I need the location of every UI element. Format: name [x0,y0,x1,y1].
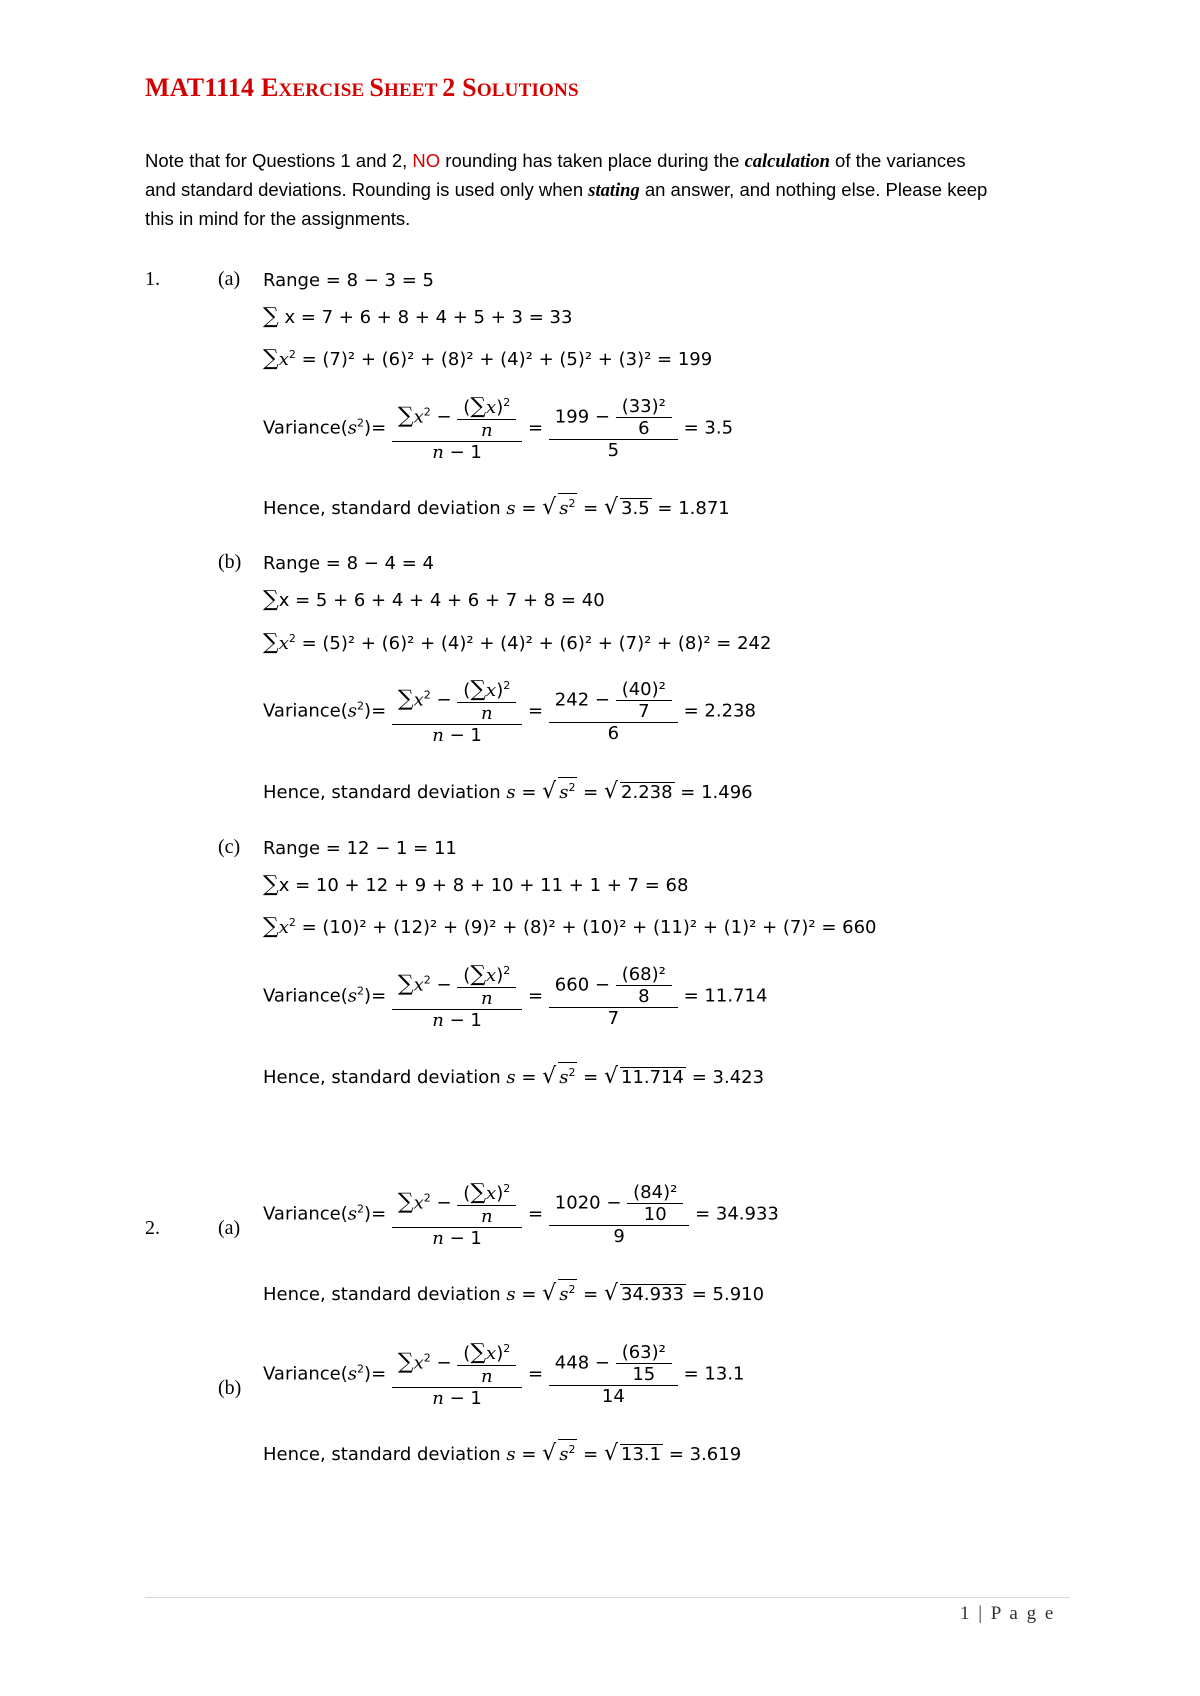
part-b-label: (b) [218,551,242,573]
q1b-sum-x2: $\sum x^2 = (5)^2 + (6)^2 + (4)^2 + (4)^2 + (6)^2 + (7)^2 + (8)^2 = 242$ [263,630,772,655]
q1a-sum-x: ∑ x = 7 + 6 + 8 + 4 + 5 + 3 = 33 [263,304,573,329]
q1a-std-dev: Hence, standard deviation s = √ $s^2$ = √ 3.5 = 1.871 [263,495,730,520]
q2-part-b-label: (b) [218,1377,242,1399]
q1c-sum-x2: $\sum x^2 = (10)^2 + (12)^2 + (9)^2 + (8)^2 + (10)^2 + (11)^2 + (1)^2 + (7)^2 = 660$ [263,914,877,939]
q1c-std-dev: Hence, standard deviation s = √ $s^2$ = √ 11.714 = 3.423 [263,1064,765,1089]
part-a-label: (a) [218,268,241,290]
q1c-variance: $Variance(s^2)=$ $\sum x^2$ − $\frac{(\sum x)^2}{n}$ n − 1 = 660 − $\frac{\text{(68)²}}{8}$ 7 = 11.714 [263,962,768,1031]
q2a-variance: $Variance(s^2)=$ $\sum x^2$ − $\frac{(\sum x)^2}{n}$ n − 1 = 1020 − $\frac{\text{(84)²}}{10}$ 9 = 34.933 [263,1180,779,1249]
footer-divider [145,1597,1070,1598]
q2b-variance: $Variance(s^2)=$ $\sum x^2$ − $\frac{(\sum x)^2}{n}$ n − 1 = 448 − $\frac{\text{(63)²}}{15}$ 14 = 13.1 [263,1340,745,1409]
q1a-variance: $Variance(s^2)=$ $\sum x^2$ − $\frac{(\sum x)^2}{n}$ n − 1 = 199 − $\frac{\text{(33)²}}{6}$ 5 = 3.5 [263,394,734,463]
q2a-std-dev: Hence, standard deviation s = √ $s^2$ = √ 34.933 = 5.910 [263,1281,765,1306]
intro-line-3: this in mind for the assignments. [145,208,411,229]
page-number: 1 | P a g e [960,1603,1056,1624]
q1c-sum-x: ∑x = 10 + 12 + 9 + 8 + 10 + 11 + 1 + 7 = 68 [263,872,689,897]
part-c-label: (c) [218,836,241,858]
question-1-number: 1. [145,268,160,290]
q1c-range: Range = 12 − 1 = 11 [263,838,457,859]
intro-line-2: and standard deviations. Rounding is used only when stating an answer, and nothing else. Please keep [145,179,988,201]
question-2-number: 2. [145,1217,160,1239]
q1b-variance: $Variance(s^2)=$ $\sum x^2$ − $\frac{(\sum x)^2}{n}$ n − 1 = 242 − $\frac{\text{(40)²}}{7}$ 6 = 2.238 [263,677,756,746]
page-title: MAT1114 EXERCISE SHEET 2 SOLUTIONS [145,73,579,102]
q1a-range: Range = 8 − 3 = 5 [263,270,434,291]
q2b-std-dev: Hence, standard deviation s = √ $s^2$ = √ 13.1 = 3.619 [263,1441,742,1466]
q1b-std-dev: Hence, standard deviation s = √ $s^2$ = √ 2.238 = 1.496 [263,779,753,804]
q2-part-a-label: (a) [218,1217,241,1239]
intro-line-1: Note that for Questions 1 and 2, NO rounding has taken place during the calculation of the variances [145,150,966,172]
q1a-sum-x2: $\sum x^2 = (7)^2 + (6)^2 + (8)^2 + (4)^2 + (5)^2 + (3)^2 = 199$ [263,346,713,371]
q1b-sum-x: ∑x = 5 + 6 + 4 + 4 + 6 + 7 + 8 = 40 [263,587,605,612]
q1b-range: Range = 8 − 4 = 4 [263,553,434,574]
